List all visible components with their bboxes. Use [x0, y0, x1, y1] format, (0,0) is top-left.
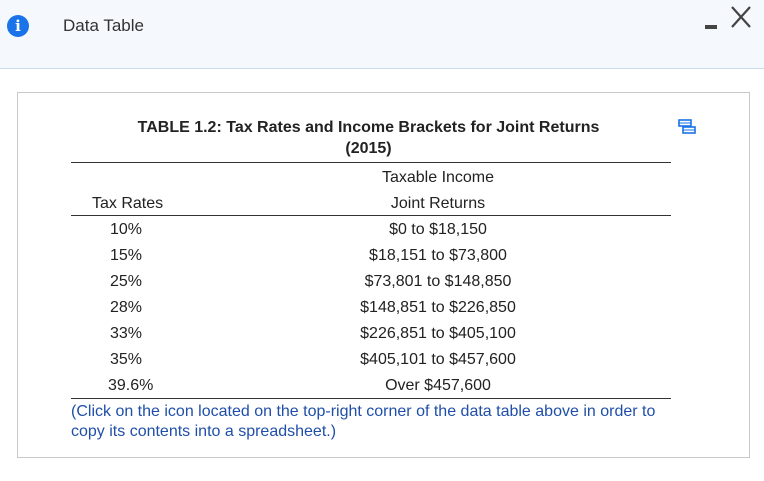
- dialog-header: [0, 0, 764, 69]
- table-caption: [68, 117, 669, 159]
- rate-cell: 28%: [110, 299, 143, 316]
- bracket-cell: $18,151 to $73,800: [369, 247, 507, 264]
- table-caption-line2: (2015): [345, 140, 392, 157]
- copy-icon: [678, 119, 696, 135]
- table-caption-line1: TABLE 1.2: Tax Rates and Income Brackets for Joint Returns: [137, 119, 600, 136]
- rate-cell: 15%: [110, 247, 143, 264]
- table-header-rule: [71, 215, 671, 216]
- rate-cell: 35%: [110, 351, 143, 368]
- bracket-cell: $73,801 to $148,850: [364, 273, 512, 290]
- info-icon: i: [7, 15, 29, 37]
- bracket-cell: $405,101 to $457,600: [360, 351, 516, 368]
- header-tax-rates: Tax Rates: [92, 195, 164, 212]
- rate-cell: 39.6%: [108, 377, 154, 394]
- table-top-rule: [71, 162, 671, 163]
- dialog-title: Data Table: [63, 16, 144, 35]
- minimize-button[interactable]: [703, 17, 723, 33]
- copy-instructions-note: (Click on the icon located on the top-right corner of the data table above in order to copy its contents into a spreadsheet.): [71, 403, 656, 440]
- header-taxable-income: Taxable Income: [381, 169, 495, 186]
- data-table-panel: [17, 92, 750, 458]
- copy-to-spreadsheet-button[interactable]: [678, 119, 696, 135]
- bracket-cell: $226,851 to $405,100: [360, 325, 516, 342]
- bracket-cell: $148,851 to $226,850: [360, 299, 516, 316]
- close-icon: [728, 3, 754, 31]
- header-joint-returns: Joint Returns: [390, 195, 486, 212]
- rate-cell: 10%: [110, 221, 143, 238]
- minimize-icon: [705, 25, 717, 29]
- close-button[interactable]: [728, 3, 754, 31]
- bracket-cell: Over $457,600: [385, 377, 491, 394]
- rate-cell: 25%: [110, 273, 143, 290]
- bracket-cell: $0 to $18,150: [389, 221, 487, 238]
- rate-cell: 33%: [110, 325, 143, 342]
- table-bottom-rule: [71, 398, 671, 399]
